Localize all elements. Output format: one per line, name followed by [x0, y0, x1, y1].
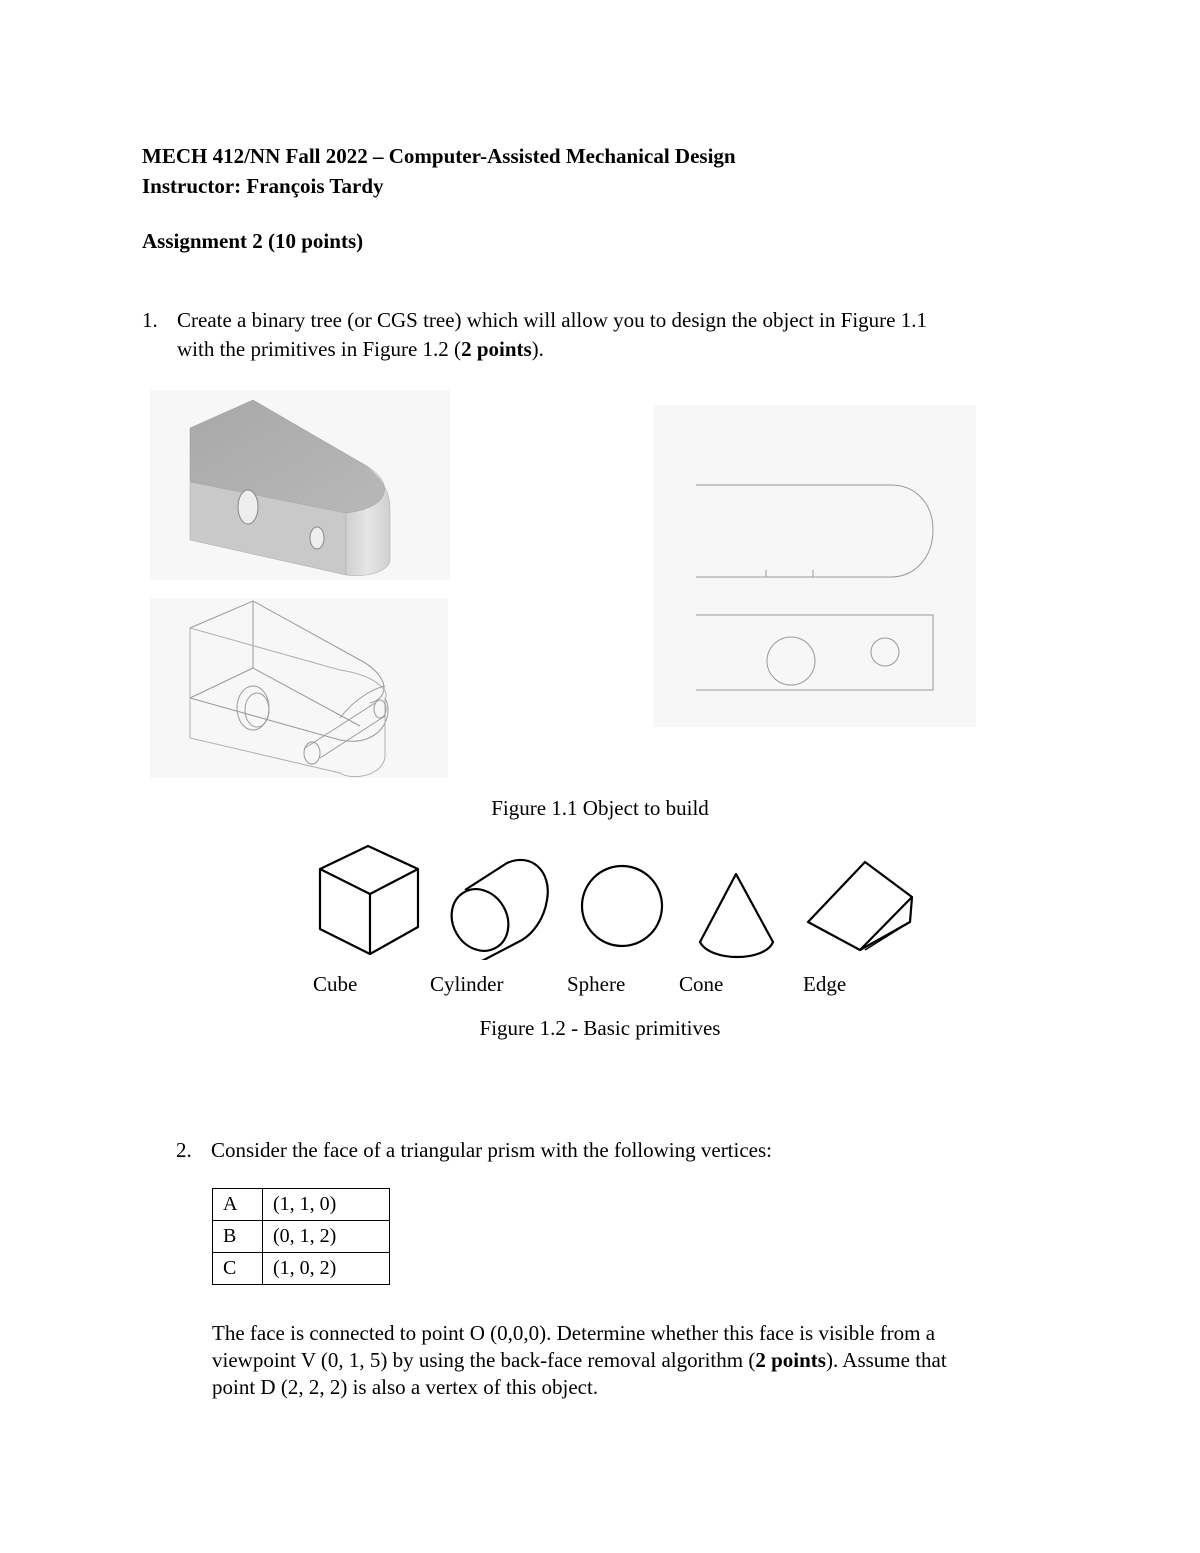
primitives-figure: [300, 842, 920, 960]
q2-para-line1: The face is connected to point O (0,0,0). Determine whether this face is visible from a: [212, 1321, 936, 1345]
shaded-isometric-view: [150, 390, 450, 580]
course-title: MECH 412/NN Fall 2022 – Computer-Assisted Mechanical Design: [142, 144, 736, 168]
cone-shape: [700, 874, 773, 957]
figure-1-2-caption: Figure 1.2 - Basic primitives: [479, 1016, 721, 1040]
q1-line1: Create a binary tree (or CGS tree) which will allow you to design the object in Figure 1.1: [177, 308, 927, 332]
primitive-label-edge: Edge: [803, 972, 847, 996]
q2-para-line3: point D (2, 2, 2) is also a vertex of this object.: [212, 1375, 599, 1399]
cylinder-shape: [441, 853, 560, 960]
assignment-title: Assignment 2 (10 points): [142, 229, 364, 253]
primitive-label-sphere: Sphere: [567, 972, 626, 996]
edge-shape: [808, 862, 912, 950]
sphere-shape: [582, 866, 662, 946]
q2-para-line2-end: ). Assume that: [825, 1348, 947, 1372]
cube-shape: [320, 846, 418, 954]
vertex-coord: (1, 0, 2): [263, 1253, 390, 1285]
primitive-label-cylinder: Cylinder: [430, 972, 504, 996]
vertices-table: [212, 1188, 390, 1285]
vertex-label: B: [213, 1221, 263, 1253]
table-row: [213, 1253, 390, 1285]
q2-points: 2 points: [755, 1348, 826, 1372]
wireframe-isometric-view: [150, 598, 448, 778]
q1-line2-text: with the primitives in Figure 1.2 (: [177, 337, 462, 361]
table-row: [213, 1189, 390, 1221]
q1-points: 2 points: [461, 337, 532, 361]
primitive-label-cube: Cube: [313, 972, 358, 996]
vertex-label: A: [213, 1189, 263, 1221]
orthographic-views: [653, 405, 976, 727]
vertex-coord: (1, 1, 0): [263, 1189, 390, 1221]
q2-para-line2-text: viewpoint V (0, 1, 5) by using the back-face removal algorithm (: [212, 1348, 756, 1372]
vertex-coord: (0, 1, 2): [263, 1221, 390, 1253]
q2-intro: Consider the face of a triangular prism with the following vertices:: [211, 1138, 773, 1162]
q1-number: 1.: [142, 308, 158, 332]
primitive-label-cone: Cone: [679, 972, 724, 996]
instructor-name: Instructor: François Tardy: [142, 174, 384, 198]
vertex-label: C: [213, 1253, 263, 1285]
q2-para-line2: [212, 1347, 947, 1374]
figure-1-1-caption: Figure 1.1 Object to build: [491, 796, 709, 820]
q2-number: 2.: [176, 1138, 192, 1162]
q1-line2: [177, 336, 544, 363]
table-row: [213, 1221, 390, 1253]
q1-line2-end: ).: [531, 337, 544, 361]
